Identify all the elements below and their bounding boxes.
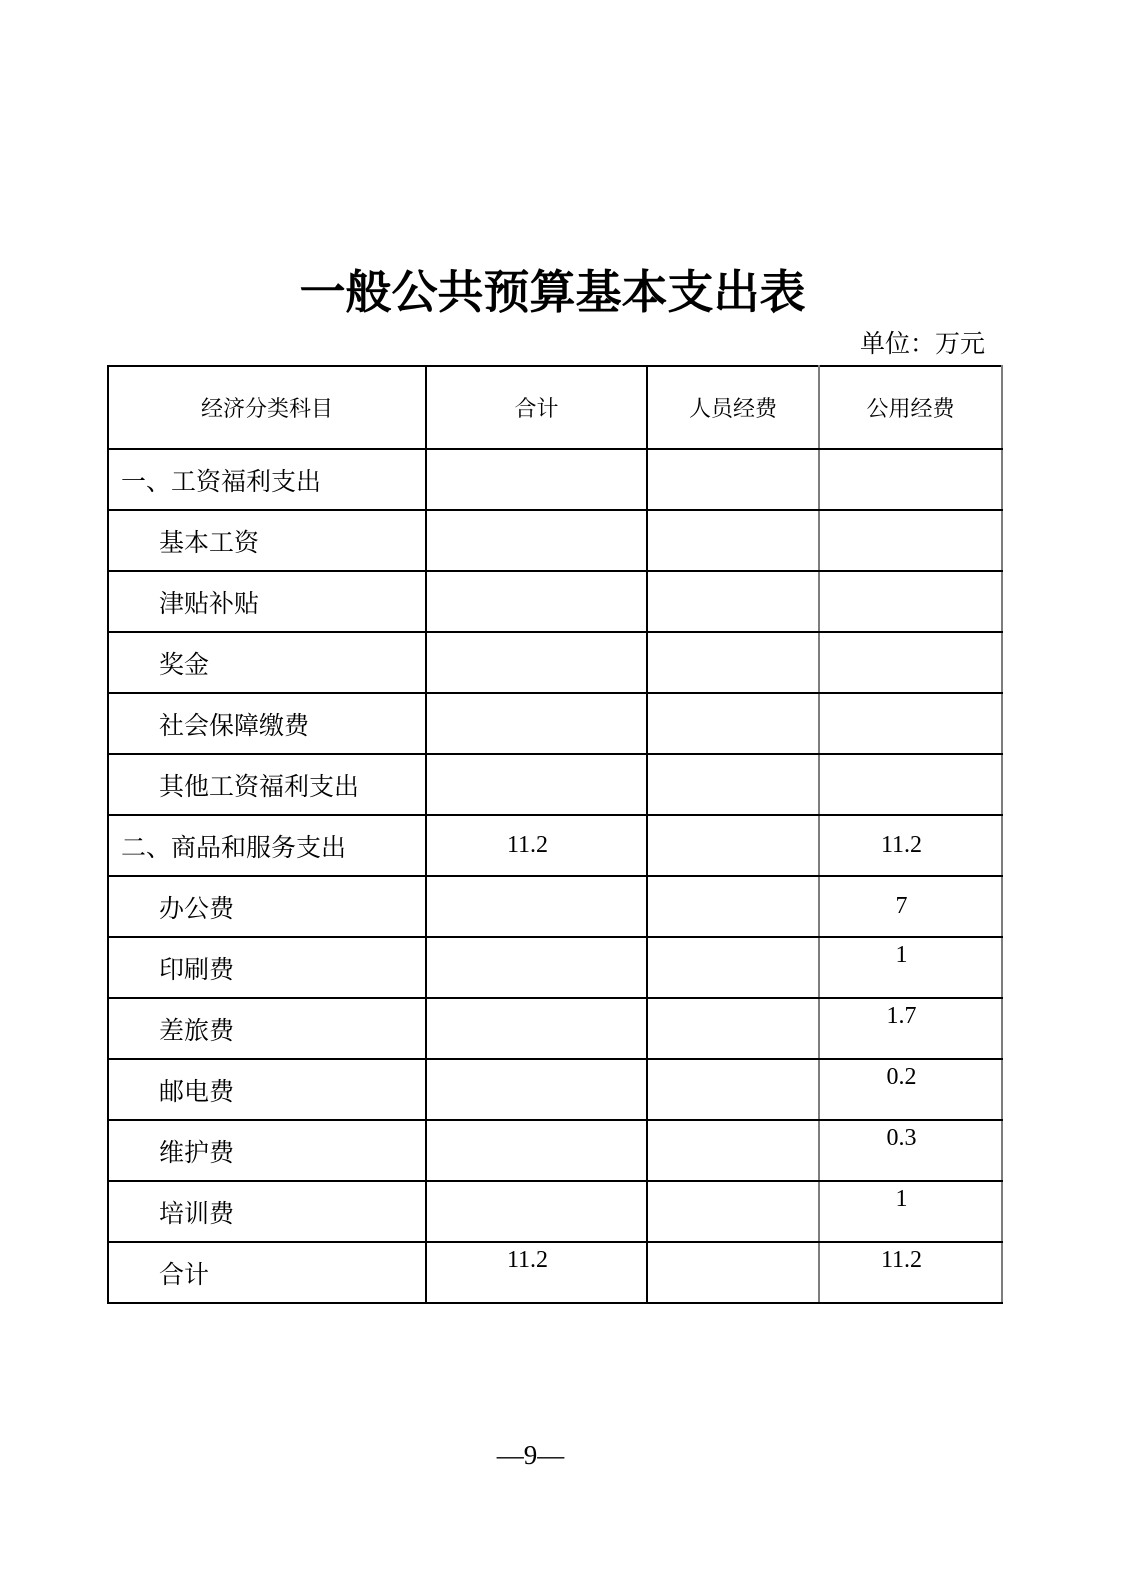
table-row (108, 754, 1002, 815)
cell-label: 奖金 (108, 632, 426, 693)
table-row (108, 1120, 1002, 1181)
cell-public: 1.7 (819, 998, 1002, 1059)
cell-label: 津贴补贴 (108, 571, 426, 632)
cell-personnel (647, 937, 819, 998)
table-row (108, 1242, 1002, 1303)
cell-total (426, 754, 647, 815)
cell-public (819, 510, 1002, 571)
cell-personnel (647, 449, 819, 510)
cell-total (426, 571, 647, 632)
cell-public: 1 (819, 1181, 1002, 1242)
table-row (108, 1059, 1002, 1120)
cell-personnel (647, 632, 819, 693)
cell-total (426, 1059, 647, 1120)
cell-personnel (647, 571, 819, 632)
table-row (108, 815, 1002, 876)
cell-label: 二、商品和服务支出 (108, 815, 426, 876)
cell-total: 11.2 (426, 1242, 647, 1303)
cell-public: 11.2 (819, 1242, 1002, 1303)
budget-table (107, 365, 1003, 1304)
cell-public: 0.3 (819, 1120, 1002, 1181)
cell-personnel (647, 998, 819, 1059)
cell-personnel (647, 693, 819, 754)
cell-total (426, 998, 647, 1059)
table-row (108, 998, 1002, 1059)
column-header-subject: 经济分类科目 (108, 366, 426, 449)
cell-personnel (647, 754, 819, 815)
table-row (108, 876, 1002, 937)
cell-label: 维护费 (108, 1120, 426, 1181)
cell-label: 一、工资福利支出 (108, 449, 426, 510)
page-title: 一般公共预算基本支出表 (299, 267, 806, 318)
header-row (108, 366, 1002, 449)
table-row (108, 510, 1002, 571)
cell-total (426, 937, 647, 998)
table-row (108, 571, 1002, 632)
cell-public: 1 (819, 937, 1002, 998)
cell-label: 其他工资福利支出 (108, 754, 426, 815)
cell-personnel (647, 1181, 819, 1242)
cell-public (819, 632, 1002, 693)
cell-total (426, 1120, 647, 1181)
cell-personnel (647, 1059, 819, 1120)
table-row (108, 1181, 1002, 1242)
cell-label: 邮电费 (108, 1059, 426, 1120)
cell-total (426, 510, 647, 571)
cell-personnel (647, 815, 819, 876)
table-row (108, 632, 1002, 693)
table-header (108, 366, 1002, 449)
cell-public (819, 754, 1002, 815)
page-number: —9— (496, 1440, 565, 1470)
cell-total: 11.2 (426, 815, 647, 876)
column-header-personnel: 人员经费 (647, 366, 819, 449)
cell-label: 办公费 (108, 876, 426, 937)
cell-total (426, 449, 647, 510)
cell-label: 社会保障缴费 (108, 693, 426, 754)
cell-public: 0.2 (819, 1059, 1002, 1120)
cell-total (426, 693, 647, 754)
table-body (108, 449, 1002, 1303)
unit-label: 单位：万元 (859, 330, 985, 358)
cell-personnel (647, 876, 819, 937)
table-row (108, 449, 1002, 510)
cell-label: 基本工资 (108, 510, 426, 571)
cell-total (426, 632, 647, 693)
table-row (108, 937, 1002, 998)
cell-label: 合计 (108, 1242, 426, 1303)
cell-public: 7 (819, 876, 1002, 937)
cell-public (819, 693, 1002, 754)
cell-public: 11.2 (819, 815, 1002, 876)
cell-label: 印刷费 (108, 937, 426, 998)
cell-label: 差旅费 (108, 998, 426, 1059)
cell-label: 培训费 (108, 1181, 426, 1242)
cell-personnel (647, 1120, 819, 1181)
cell-total (426, 1181, 647, 1242)
cell-public (819, 571, 1002, 632)
column-header-public: 公用经费 (819, 366, 1002, 449)
column-header-total: 合计 (426, 366, 647, 449)
cell-personnel (647, 1242, 819, 1303)
cell-public (819, 449, 1002, 510)
cell-personnel (647, 510, 819, 571)
cell-total (426, 876, 647, 937)
table-row (108, 693, 1002, 754)
